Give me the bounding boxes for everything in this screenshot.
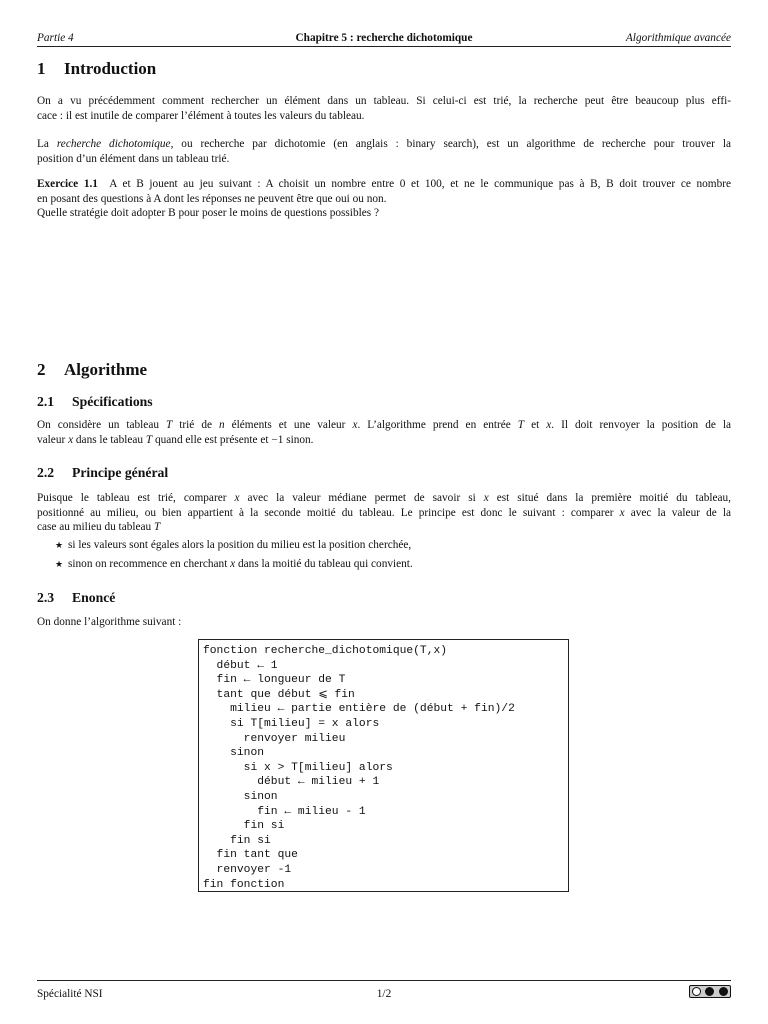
star-bullet-icon: ★: [55, 559, 64, 569]
code-line: début ← milieu + 1: [203, 776, 380, 789]
text-line: Exercice 1.1 A et B jouent au jeu suivant : A choisit un nombre entre 0 et 100, et ne le communique pas à B, B doit trouver ce nombre: [37, 178, 732, 190]
page-header: [37, 30, 731, 46]
text-line: Quelle stratégie doit adopter B pour poser le moins de questions possibles ?: [37, 207, 379, 219]
text-line: Puisque le tableau est trié, comparer x avec la valeur médiane permet de savoir si x est situé dans la première moitié du tableau,: [37, 492, 731, 504]
intro-paragraph-2: [37, 137, 731, 166]
code-line: fin si: [203, 834, 271, 847]
text-line: On donne l’algorithme suivant :: [37, 616, 182, 628]
code-line: fin ← longueur de T: [203, 674, 346, 687]
star-bullet-icon: ★: [55, 540, 64, 550]
section-number: 1: [37, 59, 46, 78]
algorithm-code-box: [198, 639, 569, 892]
text-line: cace : il est inutile de comparer l’élément à toutes les valeurs du tableau.: [37, 109, 365, 122]
by-circle-icon: [705, 987, 714, 996]
text-line: position d’un élément dans un tableau trié.: [37, 152, 230, 165]
text-line: en posant des questions à A dont les réponses ne peuvent être que oui ou non.: [37, 192, 387, 205]
section-title: Algorithme: [64, 360, 148, 379]
specifications-paragraph: [37, 418, 731, 447]
code-line: sinon: [203, 790, 278, 803]
text-line: La recherche dichotomique, ou recherche par dichotomie (en anglais : binary search), est un algorithme de recherche pour trouver la: [37, 138, 731, 150]
code-line: si x > T[milieu] alors: [203, 761, 393, 774]
header-chapter: Chapitre 5 : recherche dichotomique: [295, 32, 473, 44]
list-item: ★ si les valeurs sont égales alors la position du milieu est la position cherchée,: [55, 539, 412, 551]
code-line: si T[milieu] = x alors: [203, 717, 380, 730]
exercise-1-1: [37, 177, 731, 221]
header-part: Partie 4: [37, 32, 74, 44]
page-number: 1/2: [376, 988, 392, 1000]
emphasis-term: recherche dichotomique: [56, 138, 171, 150]
subsection-2-3-heading: [37, 591, 115, 606]
subsection-title: Spécifications: [72, 394, 153, 409]
cc-circle-icon: [692, 987, 701, 996]
code-line: fonction recherche_dichotomique(T,x): [203, 645, 448, 657]
creative-commons-icon: [689, 985, 731, 998]
principle-bullets: [55, 538, 731, 576]
intro-paragraph-1: [37, 94, 731, 123]
code-line: tant que début ⩽ fin: [203, 688, 355, 701]
code-line: fin si: [203, 820, 285, 833]
sa-circle-icon: [719, 987, 728, 996]
section-1-heading: [37, 59, 157, 78]
subsection-number: 2.3: [37, 590, 55, 605]
footer-course: Spécialité NSI: [37, 988, 103, 1000]
principle-paragraph: [37, 491, 731, 535]
footer-rule: [37, 980, 731, 981]
header-course: Algorithmique avancée: [625, 32, 731, 44]
page-footer: [37, 987, 731, 1001]
algorithm-intro: [37, 615, 731, 630]
section-number: 2: [37, 360, 46, 379]
code-line: renvoyer -1: [203, 863, 292, 876]
text-line: On considère un tableau T trié de n éléments et une valeur x. L’algorithme prend en entrée T et x. Il doit renvoyer la position de la: [37, 419, 732, 431]
subsection-number: 2.1: [37, 394, 55, 409]
license-badge[interactable]: [689, 985, 731, 998]
subsection-2-2-heading: [37, 466, 168, 481]
text-line: On a vu précédemment comment rechercher un élément dans un tableau. Si celui-ci est trié, la recherche peut être beaucoup plus effi-: [37, 95, 731, 107]
code-line: sinon: [203, 747, 265, 760]
section-2-heading: [37, 360, 148, 379]
code-line: renvoyer milieu: [203, 732, 346, 745]
header-rule: [37, 46, 731, 47]
exercise-label: Exercice 1.1: [37, 178, 98, 190]
text-line: positionné au milieu, ou bien appartient à la seconde moitié du tableau. Le principe est donc le suivant : comparer x avec la valeur de la: [37, 506, 731, 519]
subsection-number: 2.2: [37, 465, 55, 480]
section-title: Introduction: [64, 59, 157, 78]
text-line: case au milieu du tableau T: [37, 521, 161, 533]
code-line: fin fonction: [203, 878, 285, 891]
code-line: fin tant que: [203, 849, 298, 862]
code-line: milieu ← partie entière de (début + fin)/2: [203, 703, 515, 716]
subsection-title: Principe général: [72, 465, 169, 480]
code-line: fin ← milieu - 1: [203, 805, 366, 818]
subsection-2-1-heading: [37, 395, 153, 410]
code-line: début ← 1: [203, 659, 278, 672]
list-item: ★ sinon on recommence en cherchant x dans la moitié du tableau qui convient.: [55, 558, 413, 570]
text-line: valeur x dans le tableau T quand elle est présente et −1 sinon.: [37, 433, 314, 446]
subsection-title: Enoncé: [72, 590, 116, 605]
